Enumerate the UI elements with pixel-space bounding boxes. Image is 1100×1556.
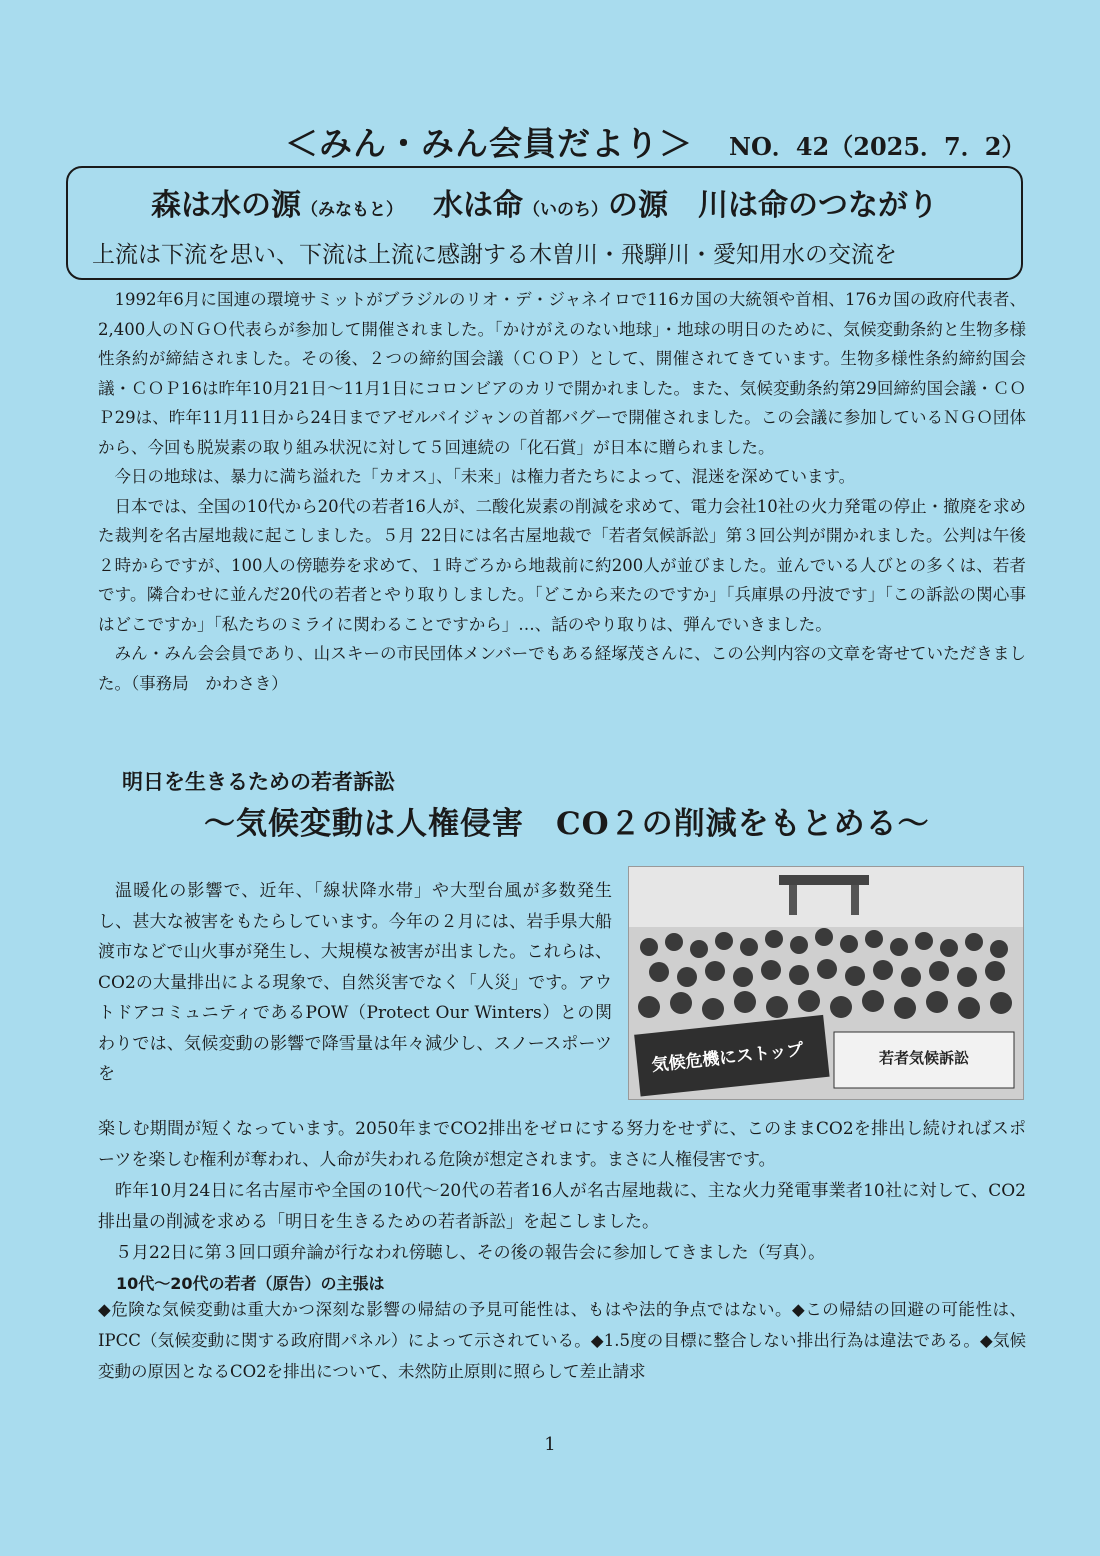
article-lead [98, 876, 612, 1090]
intro-paragraph: 1992年6月に国連の環境サミットがブラジルのリオ・デ・ジャネイロで116カ国の大統領や首相、176カ国の政府代表者、2,400人のＮＧＯ代表らが参加して開催されました。「かけがえのない地球」・地球の明日のために、気候変動条約と生物多様性条約が締結されました。その後、２つの締約国会議（ＣＯＰ）として、開催されてきています。生物多様性条約締約国会議・ＣＯＰ16は昨年10月21日～11月1日にコロンビアのカリで開かれました。また、気候変動条約第29回締約国会議・ＣＯＰ29は、昨年11月11日から24日までアゼルバイジャンの首都バグーで開催されました。この会議に参加しているＮＧＯ団体から、今回も脱炭素の取り組み状況に対して５回連続の「化石賞」が日本に贈られました。 [98, 290, 1026, 457]
article-paragraph: ５月22日に第３回口頭弁論が行なわれ傍聴し、その後の報告会に参加してきました（写真）。 [115, 1243, 826, 1263]
page-number: 1 [544, 1434, 556, 1455]
claims-list: ◆危険な気候変動は重大かつ深刻な影響の帰結の予見可能性は、もはや法的争点ではない。◆この帰結の回避の可能性は、IPCC（気候変動に関する政府間パネル）によって示されている。◆1.5度の目標に整合しない排出行為は違法である。◆気候変動の原因となるCO2を排出について、未然防止原則に照らして差止請求 [98, 1300, 1026, 1381]
intro-paragraph: 今日の地球は、暴力に満ち溢れた「カオス」、「未来」は権力者たちによって、混迷を深めています。 [114, 467, 856, 486]
intro-paragraph: 日本では、全国の10代から20代の若者16人が、二酸化炭素の削減を求めて、電力会社10社の火力発電の停止・撤廃を求めた裁判を名古屋地裁に起こしました。５月 22日には名古屋地裁で「若者気候訴訟」第３回公判が開かれました。公判は午後２時からですが、100人の傍聴券を求めて、１時ごろから地裁前に約200人が並びました。並んでいる人びとの多くは、若者です。隣合わせに並んだ20代の若者とやり取りしました。「どこから来たのですか」「兵庫県の丹波です」「この訴訟の関心事はどこですか」「私たちのミライに関わることですから」…、話のやり取りは、弾んでいきました。 [98, 496, 1026, 634]
intro-paragraph: みん・みん会会員であり、山スキーの市民団体メンバーでもある経塚茂さんに、この公判内容の文章を寄せていただきました。（事務局 かわさき） [98, 644, 1026, 693]
ruby-minamoto: （みなもと） [301, 200, 403, 220]
photo-banner-left-text: 気候危機にストップ [650, 1040, 805, 1076]
masthead [285, 118, 1025, 162]
article-paragraph: 楽しむ期間が短くなっています。2050年までCO2排出をゼロにする努力をせずに、このままCO2を排出し続ければスポーツを楽しむ権利が奪われ、人命が失われる危険が想定されます。まさに人権侵害です。 [98, 1119, 1027, 1170]
slogan-part-2: 水は命 [433, 188, 523, 223]
slogan-banner [66, 166, 1023, 280]
slogan-main [68, 180, 1021, 224]
article-paragraph: 昨年10月24日に名古屋市や全国の10代～20代の若者16人が名古屋地裁に、主な火力発電事業者10社に対して、CO2排出量の削減を求める「明日を生きるための若者訴訟」を起こしました。 [98, 1181, 1026, 1232]
rally-photo [628, 866, 1024, 1100]
slogan-sub: 上流は下流を思い、下流は上流に感謝する木曽川・飛騨川・愛知用水の交流を [92, 242, 897, 268]
slogan-part-3: の源 [608, 188, 668, 223]
slogan-part-1: 森は水の源 [151, 188, 301, 223]
intro-section [98, 285, 1026, 698]
slogan-part-4: 川は命のつながり [698, 188, 938, 223]
issue-number: NO．42（2025．7．2） [729, 132, 1026, 161]
claims-heading: 10代～20代の若者（原告）の主張は [116, 1274, 385, 1293]
article-paragraph: 温暖化の影響で、近年、「線状降水帯」や大型台風が多数発生し、甚大な被害をもたらしています。今年の２月には、岩手県大船渡市などで山火事が発生し、大規模な被害が出ました。これらは、CO2の大量排出による現象で、自然災害でなく「人災」です。アウトドアコミュニティであるPOW（Protect Our Winters）との関わりでは、気候変動の影響で降雪量は年々減少し、スノースポーツを [98, 881, 612, 1084]
photo-banner-right-text: 若者気候訴訟 [879, 1049, 970, 1067]
article-headline: ～気候変動は人権侵害 CO２の削減をもとめる～ [204, 806, 930, 842]
article-subhead: 明日を生きるための若者訴訟 [122, 770, 395, 794]
ruby-inochi: （いのち） [523, 200, 608, 220]
newsletter-title: ＜みん・みん会員だより＞ [285, 124, 693, 163]
article-body [98, 1114, 1026, 1387]
